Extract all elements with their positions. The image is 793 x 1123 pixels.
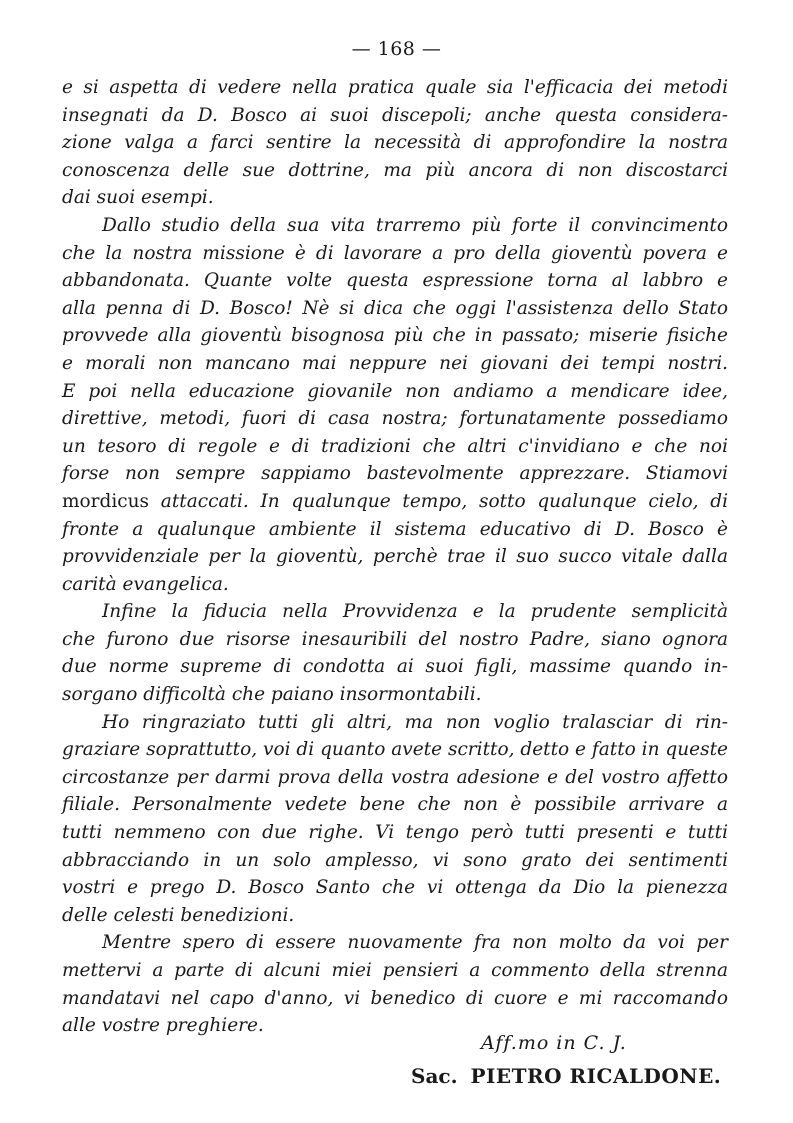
text-line: conoscenza delle sue dottrine, ma più ancora di non discostarci <box>62 159 728 181</box>
letter-body <box>62 74 728 1040</box>
text-line: forse non sempre sappiamo bastevolmente apprezzare. Stiamovi <box>62 463 728 485</box>
text-line: alle vostre preghiere. <box>62 1015 264 1037</box>
text-line: abbracciando in un solo amplesso, vi sono grato dei sentimenti <box>62 849 728 871</box>
text-line: mettervi a parte di alcuni miei pensieri a commento della strenna <box>62 960 728 981</box>
text-line: sorgano difficoltà che paiano insormontabili. <box>62 684 482 706</box>
paragraph-start-line: Dallo studio della sua vita trarremo più forte il convincimento <box>102 214 728 236</box>
text-line: vostri e prego D. Bosco Santo che vi ottenga da Dio la pienezza <box>62 877 728 899</box>
text-line: graziare soprattutto, voi di quanto avete scritto, detto e fatto in queste <box>62 739 728 761</box>
text-line: e si aspetta di vedere nella pratica quale sia l'efficacia dei metodi <box>62 77 728 98</box>
text-line: mandatavi nel capo d'anno, vi benedico di cuore e mi raccomando <box>62 987 728 1009</box>
text-line: alla penna di D. Bosco! Nè si dica che oggi l'assistenza dello Stato <box>62 297 728 319</box>
text-line: delle celesti benedizioni. <box>62 904 295 926</box>
text-line-mixed <box>62 488 728 516</box>
text-line: zione valga a farci sentire la necessità di approfondire la nostra <box>62 132 728 154</box>
text-line: circostanze per darmi prova della vostra adesione e del vostro affetto <box>62 766 728 788</box>
signature-title: Sac. <box>411 1064 458 1088</box>
signature-name: PIETRO RICALDONE. <box>470 1064 722 1088</box>
text-line: che furono due risorse inesauribili del nostro Padre, siano ognora <box>62 628 728 650</box>
latin-word: mordicus <box>62 490 150 512</box>
text-line: abbandonata. Quante volte questa espressione torna al labbro e <box>62 270 728 292</box>
paragraph-start-line: Infine la fiducia nella Provvidenza e la prudente semplicità <box>102 601 728 623</box>
text-line: dai suoi esempi. <box>62 187 214 209</box>
closing-salutation: Aff.mo in C. J. <box>481 1032 627 1054</box>
text-line: e morali non mancano mai neppure nei giovani dei tempi nostri. <box>62 352 728 374</box>
text-line: direttive, metodi, fuori di casa nostra; fortunatamente possediamo <box>62 408 728 430</box>
text-line: insegnati da D. Bosco ai suoi discepoli; anche questa considera- <box>62 104 728 126</box>
signature <box>411 1064 721 1088</box>
paragraph-start-line: Ho ringraziato tutti gli altri, ma non voglio tralasciar di rin- <box>102 711 728 733</box>
text-line: due norme supreme di condotta ai suoi figli, massime quando in- <box>62 656 728 678</box>
text-line: provvidenziale per la gioventù, perchè trae il suo succo vitale dalla <box>62 546 728 568</box>
text-line: E poi nella educazione giovanile non andiamo a mendicare idee, <box>62 380 728 402</box>
text-line: un tesoro di regole e di tradizioni che altri c'invidiano e che noi <box>62 435 728 457</box>
paragraph-start-line: Mentre spero di essere nuovamente fra non molto da voi per <box>102 932 728 954</box>
text-line-rest: attaccati. In qualunque tempo, sotto qualunque cielo, di <box>149 490 728 512</box>
text-line: filiale. Personalmente vedete bene che non è possibile arrivare a <box>62 794 728 816</box>
text-line: provvede alla gioventù bisognosa più che in passato; miserie fisiche <box>62 325 728 347</box>
text-line: tutti nemmeno con due righe. Vi tengo però tutti presenti e tutti <box>62 822 728 844</box>
page-number: — 168 — <box>351 38 442 60</box>
text-line: carità evangelica. <box>62 573 229 595</box>
text-line: fronte a qualunque ambiente il sistema educativo di D. Bosco è <box>62 518 728 540</box>
text-line: che la nostra missione è di lavorare a pro della gioventù povera e <box>62 242 728 264</box>
